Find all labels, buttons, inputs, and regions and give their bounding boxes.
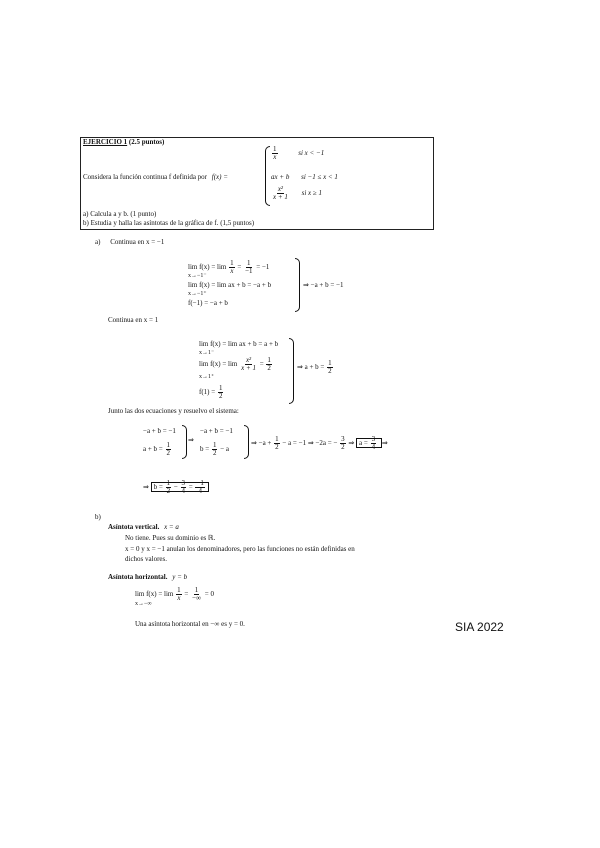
piecewise-brace xyxy=(265,146,270,206)
function-value-one: f(1) = $\frac{1}{2}$ xyxy=(199,384,223,400)
vertical-asymptote-text-3: dichos valores. xyxy=(125,555,167,563)
part-a-label: a) xyxy=(95,238,101,246)
solve-system-text: Junto las dos ecuaciones y resuelvo el sistema: xyxy=(108,407,239,415)
exercise-statement-box xyxy=(80,137,434,230)
continuity-at-one: Continua en x = 1 xyxy=(108,316,159,324)
exercise-statement xyxy=(83,173,228,182)
task-b: b) Estudia y halla las asíntotas de la gráfica de f. (1,5 puntos) xyxy=(83,219,255,227)
limit-subscript: x→−1⁻ xyxy=(188,273,207,279)
system-b-equation-1: −a + b = −1 xyxy=(200,427,233,435)
piece-1-condition: si x < −1 xyxy=(298,149,325,158)
system-brace xyxy=(289,338,294,404)
limit-right-one: lim f(x) = lim $\frac{\text{x²}}{x + 1}$ = $\frac{1}{2}$ xyxy=(199,356,271,372)
system-equation-1: −a + b = −1 xyxy=(143,427,176,435)
horizontal-asymptote-conclusion: Una asíntota horizontal en −∞ es y = 0. xyxy=(135,620,245,628)
implies-arrow: ⇒ xyxy=(188,436,194,444)
exercise-heading xyxy=(83,138,164,147)
system-brace xyxy=(244,425,249,459)
system-brace xyxy=(182,425,187,459)
part-a-heading xyxy=(95,238,164,247)
continuity-at-minus-one: Continua en x = −1 xyxy=(110,238,165,246)
piece-2-condition: si −1 ≤ x < 1 xyxy=(301,173,338,181)
vertical-asymptote-heading: Asíntota vertical. x = a xyxy=(108,523,179,531)
piece-1: $\frac{1}{x}$ si x < −1 xyxy=(273,145,325,161)
solution-chain: ⇒ −a + $\frac{1}{2}$ − a = −1 ⇒ −2a = − $\frac{3}{2}$ ⇒ a = $\frac{3}{4}$ ⇒ xyxy=(251,435,388,451)
b-result-box: b = $\frac{1}{2}$ − $\frac{3}{4}$ = $\frac{-1}{4}$ xyxy=(151,482,209,492)
piece-2 xyxy=(271,173,338,182)
vertical-asymptote-text-2: x = 0 y x = −1 anulan los denominadores, pero las funciones no están definidas en xyxy=(125,545,355,553)
system-equation-2: a + b = $\frac{1}{2}$ xyxy=(143,441,171,457)
function-value-minus-one: f(−1) = −a + b xyxy=(188,299,228,307)
equation-result-2: ⇒ a + b = $\frac{1}{2}$ xyxy=(297,359,332,375)
limit-subscript: x→−∞ xyxy=(135,601,152,607)
b-result-line: ⇒ b = $\frac{1}{2}$ − $\frac{3}{4}$ = $\frac{-1}{4}$ xyxy=(143,480,209,495)
piece-3: $\frac{\text{x²}}{x + 1}$ si x ≥ 1 xyxy=(273,185,322,201)
limit-left-minus-one: lim f(x) = lim $\frac{1}{x}$ = $\frac{1}{-1}$ = −1 xyxy=(188,259,270,275)
limit-right-minus-one: lim f(x) = lim ax + b = −a + b xyxy=(188,281,272,289)
equation-result-1: ⇒ −a + b = −1 xyxy=(303,281,344,289)
part-b-label: b) xyxy=(95,513,101,521)
statement-text: Considera la función continua f definida por xyxy=(83,173,208,181)
horizontal-asymptote-heading: Asíntota horizontal. y = b xyxy=(108,573,188,581)
limit-subscript: x→1⁺ xyxy=(199,374,215,380)
horizontal-limit: lim f(x) = lim $\frac{1}{x}$ = $\frac{1}{-\infty}$ = 0 xyxy=(135,586,214,602)
vertical-asymptote-text-1: No tiene. Pues su dominio es ℝ. xyxy=(125,534,216,542)
exercise-points: (2.5 puntos) xyxy=(128,138,165,146)
exercise-title: EJERCICIO 1 xyxy=(83,138,128,146)
task-a: a) Calcula a y b. (1 punto) xyxy=(83,210,157,218)
piece-3-condition: si x ≥ 1 xyxy=(301,189,322,198)
limit-left-one: lim f(x) = lim ax + b = a + b xyxy=(199,340,279,348)
system-brace xyxy=(295,258,300,312)
system-b-equation-2: b = $\frac{1}{2}$ − a xyxy=(200,441,230,457)
sia-year-label: SIA 2022 xyxy=(455,620,504,634)
piece-2-expression: ax + b xyxy=(271,173,290,181)
limit-subscript: x→1⁻ xyxy=(199,350,215,356)
a-result-box: a = $\frac{3}{4}$ xyxy=(356,438,382,448)
function-label: f(x) = xyxy=(211,173,228,181)
limit-subscript: x→−1⁺ xyxy=(188,291,207,297)
